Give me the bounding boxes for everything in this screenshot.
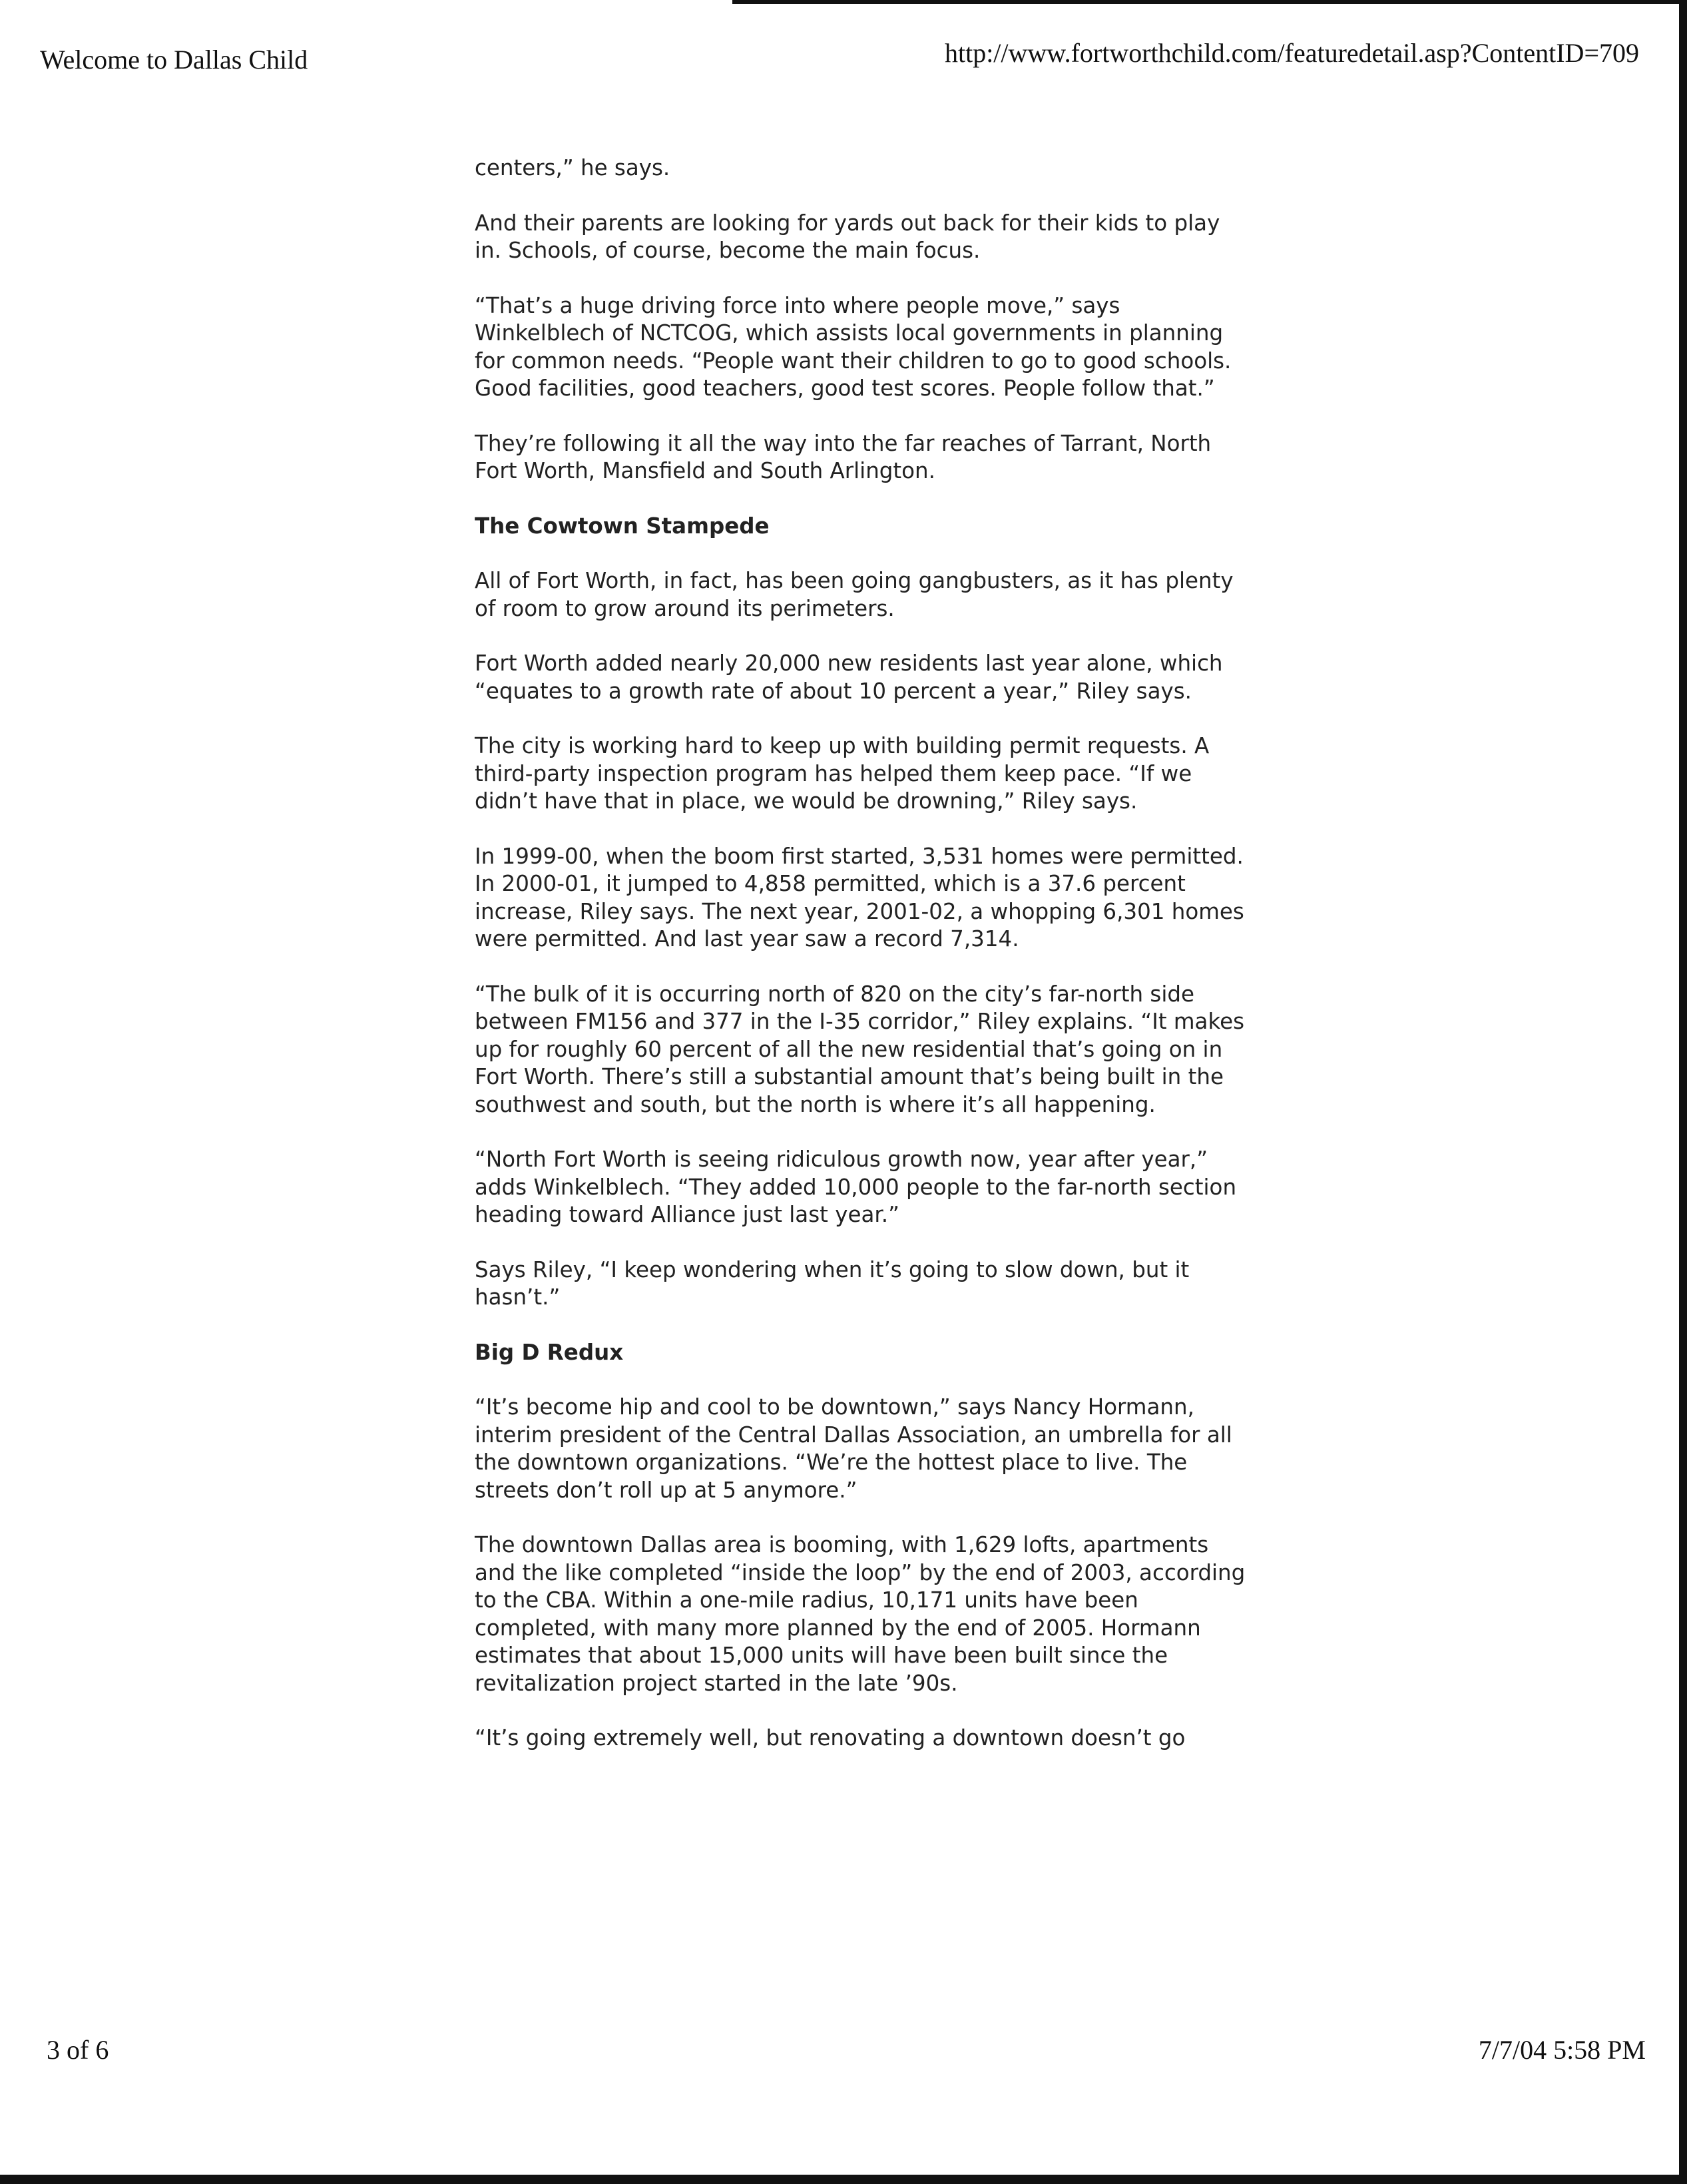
print-header-title: Welcome to Dallas Child xyxy=(40,45,308,75)
scan-edge-top xyxy=(732,0,1687,4)
paragraph: “It’s going extremely well, but renovating a downtown doesn’t go xyxy=(475,1725,1186,1751)
paragraph: “The bulk of it is occurring north of 820 on the city’s far-north side between FM156 and 377 in the I-35 corridor,” Riley explains. “It makes up for roughly 60 percent of all the new residential that’s going on in Fort Worth. There’s still a substantial amount that’s being built in the southwest and south, but the north is where it’s all happening. xyxy=(475,981,1245,1117)
paragraph: And their parents are looking for yards out back for their kids to play in. Schools, of course, become the main focus. xyxy=(475,210,1220,263)
print-footer-timestamp: 7/7/04 5:58 PM xyxy=(1478,2035,1646,2065)
scan-edge-bottom xyxy=(0,2175,1687,2184)
paragraph: “It’s become hip and cool to be downtown,” says Nancy Hormann, interim president of the Central Dallas Association, an umbrella for all the downtown organizations. “We’re the hottest place to live. The streets don’t roll up at 5 anymore.” xyxy=(475,1394,1232,1503)
paragraph: Fort Worth added nearly 20,000 new residents last year alone, which “equates to a growth rate of about 10 percent a year,” Riley says. xyxy=(475,651,1223,704)
section-heading-big-d: Big D Redux xyxy=(475,1339,624,1365)
paragraph: centers,” he says. xyxy=(475,155,670,180)
paragraph: The downtown Dallas area is booming, with 1,629 lofts, apartments and the like completed “inside the loop” by the end of 2003, according to the CBA. Within a one-mile radius, 10,171 units have been completed, with many more planned by the end of 2005. Hormann estimates that about 15,000 units will have been built since the revitalization project started in the late ’90s. xyxy=(475,1532,1246,1696)
paragraph: “That’s a huge driving force into where people move,” says Winkelblech of NCTCOG, which assists local governments in planning for common needs. “People want their children to go to good schools. Good facilities, good teachers, good test scores. People follow that.” xyxy=(475,292,1232,401)
article-body xyxy=(475,154,1247,1780)
paragraph: In 1999-00, when the boom first started, 3,531 homes were permitted. In 2000-01, it jumped to 4,858 permitted, which is a 37.6 percent increase, Riley says. The next year, 2001-02, a whopping 6,301 homes were permitted. And last year saw a record 7,314. xyxy=(475,843,1244,952)
paragraph: The city is working hard to keep up with building permit requests. A third-party inspection program has helped them keep pace. “If we didn’t have that in place, we would be drowning,” Riley says. xyxy=(475,733,1210,814)
section-heading-cowtown: The Cowtown Stampede xyxy=(475,513,770,539)
paragraph: “North Fort Worth is seeing ridiculous growth now, year after year,” adds Winkelblech. “They added 10,000 people to the far-north section heading toward Alliance just last year.” xyxy=(475,1147,1237,1227)
paragraph: Says Riley, “I keep wondering when it’s going to slow down, but it hasn’t.” xyxy=(475,1256,1190,1310)
scan-edge-right xyxy=(1679,0,1687,2184)
paragraph: They’re following it all the way into the far reaches of Tarrant, North Fort Worth, Mansfield and South Arlington. xyxy=(475,430,1212,483)
paragraph: All of Fort Worth, in fact, has been going gangbusters, as it has plenty of room to grow around its perimeters. xyxy=(475,568,1234,621)
print-header-url: http://www.fortworthchild.com/featuredetail.asp?ContentID=709 xyxy=(944,38,1639,68)
print-footer-page: 3 of 6 xyxy=(47,2035,109,2065)
